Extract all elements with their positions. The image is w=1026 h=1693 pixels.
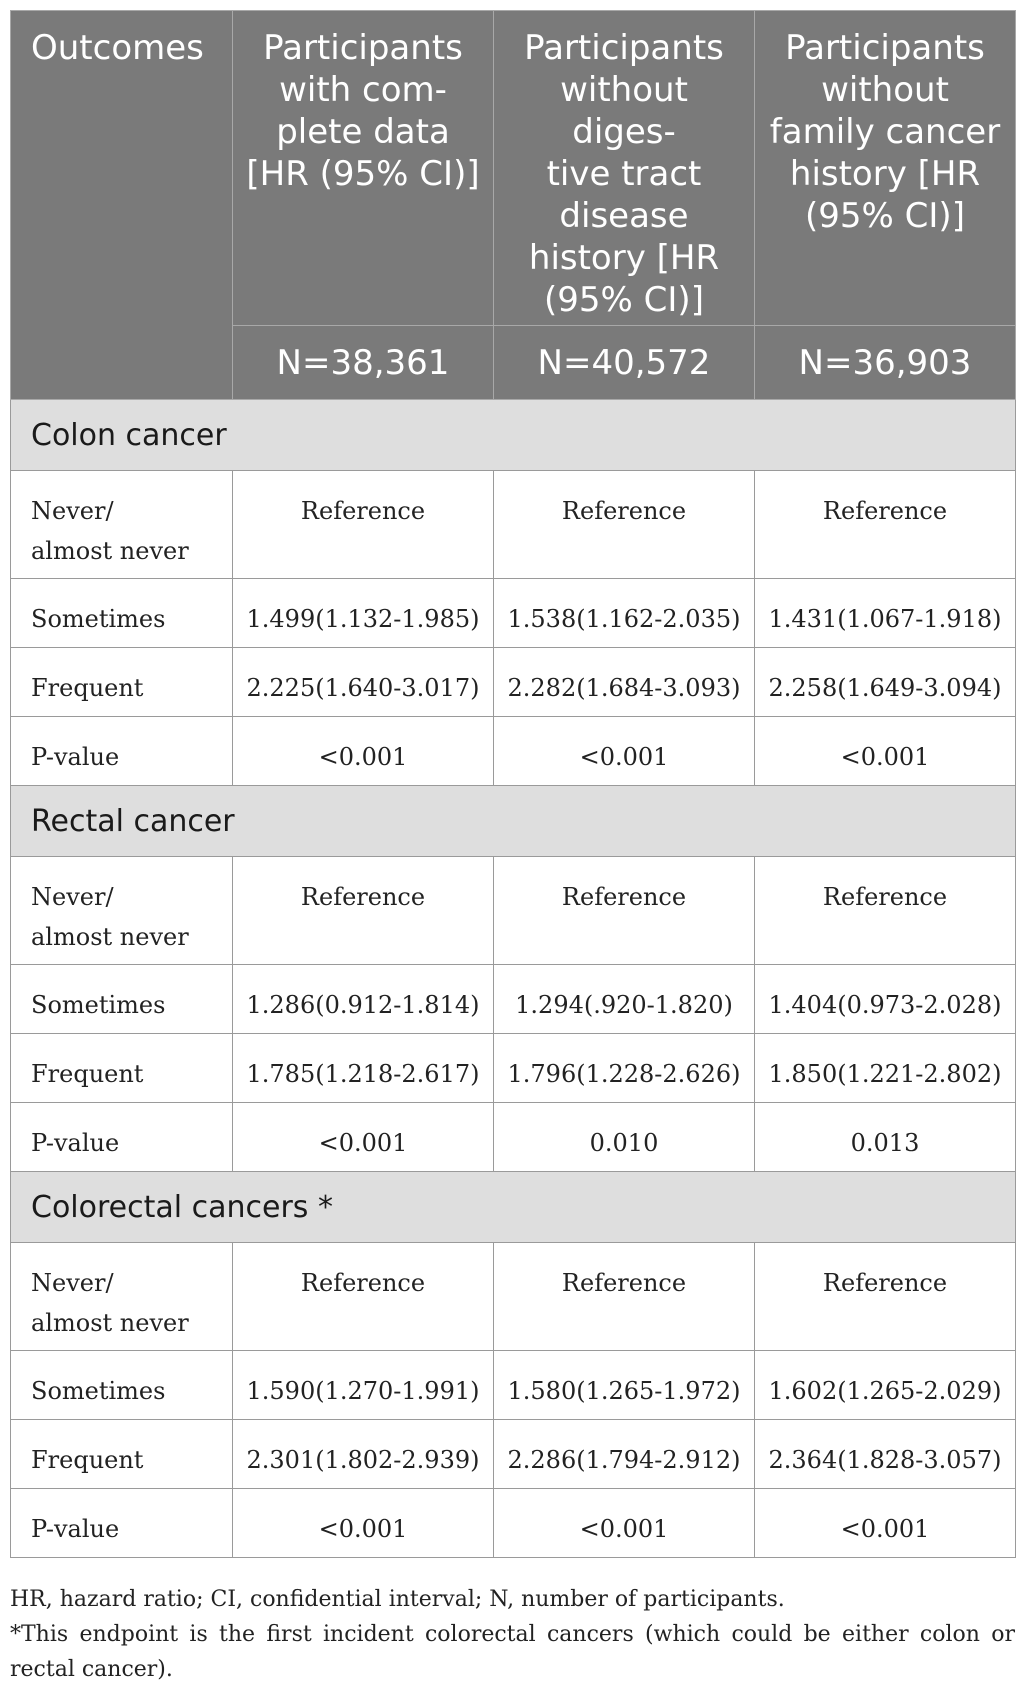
table-row <box>11 1489 1016 1558</box>
table-body <box>11 400 1016 1558</box>
cell-value: Reference <box>494 857 755 965</box>
cell-value: 2.364(1.828-3.057) <box>755 1420 1016 1489</box>
table-row <box>11 648 1016 717</box>
cell-value: Reference <box>233 1243 494 1351</box>
table-row <box>11 471 1016 579</box>
cell-value: 2.286(1.794-2.912) <box>494 1420 755 1489</box>
section-title: Colon cancer <box>11 400 1016 471</box>
cell-value: Reference <box>494 471 755 579</box>
header-outcomes: Outcomes <box>11 11 233 400</box>
row-label: P-value <box>11 717 233 786</box>
header-complete-data: Participants with com- plete data [HR (95% CI)] <box>233 11 494 326</box>
row-label: Frequent <box>11 1034 233 1103</box>
header-n-complete: N=38,361 <box>233 326 494 400</box>
section-title: Colorectal cancers * <box>11 1172 1016 1243</box>
cell-value: 1.294(.920-1.820) <box>494 965 755 1034</box>
cell-value: 1.499(1.132-1.985) <box>233 579 494 648</box>
table-row <box>11 1103 1016 1172</box>
row-label: Never/ almost never <box>11 1243 233 1351</box>
cell-value: 1.580(1.265-1.972) <box>494 1351 755 1420</box>
row-label: Never/ almost never <box>11 471 233 579</box>
row-label: Sometimes <box>11 1351 233 1420</box>
section-header-colorectal <box>11 1172 1016 1243</box>
header-no-family-history: Participants without family cancer history [HR (95% CI)] <box>755 11 1016 326</box>
results-table <box>10 10 1016 1558</box>
cell-value: 2.225(1.640-3.017) <box>233 648 494 717</box>
cell-value: 1.850(1.221-2.802) <box>755 1034 1016 1103</box>
cell-value: Reference <box>755 857 1016 965</box>
cell-value: 1.785(1.218-2.617) <box>233 1034 494 1103</box>
cell-value: <0.001 <box>494 1489 755 1558</box>
table-footnotes <box>10 1582 1015 1687</box>
cell-value: <0.001 <box>233 717 494 786</box>
row-label: Sometimes <box>11 579 233 648</box>
table-row <box>11 857 1016 965</box>
row-label: Never/ almost never <box>11 857 233 965</box>
cell-value: <0.001 <box>233 1103 494 1172</box>
cell-value: <0.001 <box>494 717 755 786</box>
row-label: Frequent <box>11 1420 233 1489</box>
cell-value: 1.538(1.162-2.035) <box>494 579 755 648</box>
cell-value: 1.796(1.228-2.626) <box>494 1034 755 1103</box>
cell-value: Reference <box>755 471 1016 579</box>
cell-value: 0.010 <box>494 1103 755 1172</box>
cell-value: 1.602(1.265-2.029) <box>755 1351 1016 1420</box>
row-label: P-value <box>11 1103 233 1172</box>
table-row <box>11 1243 1016 1351</box>
header-n-family: N=36,903 <box>755 326 1016 400</box>
section-title: Rectal cancer <box>11 786 1016 857</box>
table-row <box>11 717 1016 786</box>
table-row <box>11 579 1016 648</box>
cell-value: <0.001 <box>755 717 1016 786</box>
header-n-digestive: N=40,572 <box>494 326 755 400</box>
row-label: Sometimes <box>11 965 233 1034</box>
table-row <box>11 1351 1016 1420</box>
cell-value: 1.286(0.912-1.814) <box>233 965 494 1034</box>
cell-value: 0.013 <box>755 1103 1016 1172</box>
cell-value: 1.431(1.067-1.918) <box>755 579 1016 648</box>
row-label: P-value <box>11 1489 233 1558</box>
header-no-digestive-history: Participants without diges- tive tract disease history [HR (95% CI)] <box>494 11 755 326</box>
cell-value: 2.258(1.649-3.094) <box>755 648 1016 717</box>
section-header-rectal <box>11 786 1016 857</box>
table-row <box>11 1034 1016 1103</box>
cell-value: 2.282(1.684-3.093) <box>494 648 755 717</box>
header-row <box>11 11 1016 326</box>
row-label: Frequent <box>11 648 233 717</box>
table-header <box>11 11 1016 400</box>
results-table-container <box>10 10 1015 1558</box>
cell-value: 1.404(0.973-2.028) <box>755 965 1016 1034</box>
cell-value: 1.590(1.270-1.991) <box>233 1351 494 1420</box>
footnote-endpoint: *This endpoint is the first incident colorectal cancers (which could be either colon or rectal cancer). <box>10 1622 1015 1682</box>
table-row <box>11 965 1016 1034</box>
cell-value: <0.001 <box>233 1489 494 1558</box>
section-header-colon <box>11 400 1016 471</box>
cell-value: Reference <box>494 1243 755 1351</box>
cell-value: Reference <box>233 471 494 579</box>
cell-value: Reference <box>755 1243 1016 1351</box>
cell-value: Reference <box>233 857 494 965</box>
table-row <box>11 1420 1016 1489</box>
footnote-abbreviations: HR, hazard ratio; CI, confidential interval; N, number of participants. <box>10 1587 785 1612</box>
cell-value: <0.001 <box>755 1489 1016 1558</box>
cell-value: 2.301(1.802-2.939) <box>233 1420 494 1489</box>
